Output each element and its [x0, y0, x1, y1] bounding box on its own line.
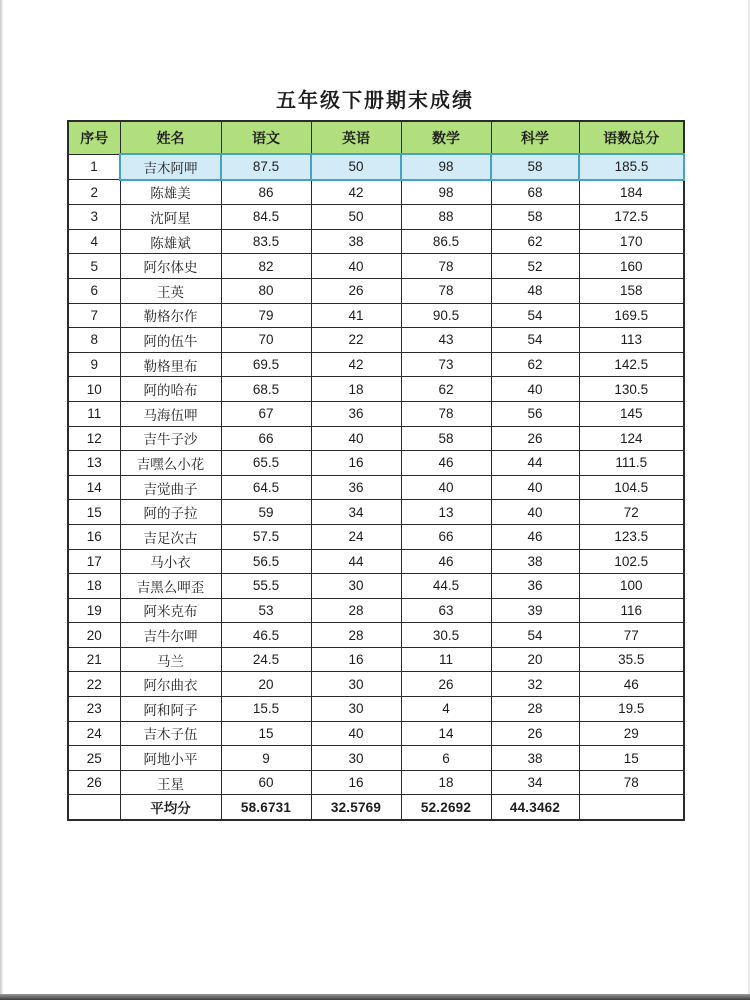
table-cell: 26: [311, 278, 401, 303]
average-cell: [68, 795, 120, 821]
table-cell: 15: [68, 500, 120, 525]
table-row-9: [68, 352, 684, 377]
table-cell: 26: [491, 721, 579, 746]
table-cell: 吉嘿么小花: [120, 451, 221, 476]
table-cell: 21: [68, 647, 120, 672]
table-cell: 23: [68, 697, 120, 722]
table-cell: 勒格里布: [120, 352, 221, 377]
table-cell: 25: [68, 746, 120, 771]
table-cell: 62: [491, 352, 579, 377]
table-cell: 88: [401, 205, 491, 230]
average-row-empty-cell: [579, 795, 684, 821]
table-cell: 56: [491, 401, 579, 426]
table-cell: 50: [311, 154, 401, 180]
table-cell: 4: [401, 697, 491, 722]
table-row-3: [68, 205, 684, 230]
table-cell: 102.5: [579, 549, 684, 574]
table-cell: 吉黑么呷歪: [120, 574, 221, 599]
table-cell: 68.5: [221, 377, 311, 402]
table-cell: 16: [311, 770, 401, 795]
table-cell: 46: [491, 524, 579, 549]
table-cell: 陈雄美: [120, 180, 221, 205]
table-cell: 29: [579, 721, 684, 746]
table-row-17: [68, 549, 684, 574]
header-row: [68, 121, 684, 154]
table-cell: 20: [68, 623, 120, 648]
table-cell: 28: [491, 697, 579, 722]
table-row-12: [68, 426, 684, 451]
table-cell: 39: [491, 598, 579, 623]
table-cell: 马海伍呷: [120, 401, 221, 426]
average-cell: 44.3462: [491, 795, 579, 821]
table-cell: 52: [491, 254, 579, 279]
table-cell: 16: [311, 647, 401, 672]
table-cell: 14: [68, 475, 120, 500]
table-row-16: [68, 524, 684, 549]
table-cell: 15.5: [221, 697, 311, 722]
table-cell: 11: [401, 647, 491, 672]
table-cell: 吉牛尔呷: [120, 623, 221, 648]
table-cell: 41: [311, 303, 401, 328]
table-cell: 78: [401, 401, 491, 426]
page-title: 五年级下册期末成绩: [276, 90, 474, 112]
table-cell: 42: [311, 352, 401, 377]
table-cell: 142.5: [579, 352, 684, 377]
average-cell: 58.6731: [221, 795, 311, 821]
column-header-4: 数学: [401, 121, 491, 154]
table-cell: 54: [491, 623, 579, 648]
table-cell: 马小衣: [120, 549, 221, 574]
table-cell: 阿地小平: [120, 746, 221, 771]
table-cell: 40: [311, 721, 401, 746]
table-cell: 18: [401, 770, 491, 795]
table-cell: 111.5: [579, 451, 684, 476]
table-cell: 30.5: [401, 623, 491, 648]
table-cell: 32: [491, 672, 579, 697]
table-cell: 83.5: [221, 229, 311, 254]
table-row-26: [68, 770, 684, 795]
table-cell: 10: [68, 377, 120, 402]
table-row-14: [68, 475, 684, 500]
table-cell: 吉木子伍: [120, 721, 221, 746]
table-cell: 46: [401, 451, 491, 476]
table-cell: 陈雄斌: [120, 229, 221, 254]
table-row-20: [68, 623, 684, 648]
table-cell: 169.5: [579, 303, 684, 328]
table-cell: 13: [401, 500, 491, 525]
table-cell: 30: [311, 574, 401, 599]
table-row-11: [68, 401, 684, 426]
table-cell: 7: [68, 303, 120, 328]
table-cell: 28: [311, 623, 401, 648]
table-cell: 35.5: [579, 647, 684, 672]
column-header-2: 语文: [221, 121, 311, 154]
table-row-25: [68, 746, 684, 771]
table-cell: 66: [401, 524, 491, 549]
table-row-24: [68, 721, 684, 746]
table-body: [68, 154, 684, 820]
table-cell: 阿尔曲衣: [120, 672, 221, 697]
table-cell: 3: [68, 205, 120, 230]
table-row-1: [68, 154, 684, 180]
table-cell: 34: [491, 770, 579, 795]
table-cell: 38: [491, 746, 579, 771]
table-cell: 68: [491, 180, 579, 205]
table-cell: 78: [401, 254, 491, 279]
table-cell: 吉足次古: [120, 524, 221, 549]
table-cell: 2: [68, 180, 120, 205]
table-cell: 阿米克布: [120, 598, 221, 623]
table-cell: 沈阿星: [120, 205, 221, 230]
table-cell: 26: [491, 426, 579, 451]
table-cell: 26: [401, 672, 491, 697]
table-cell: 吉牛子沙: [120, 426, 221, 451]
column-header-5: 科学: [491, 121, 579, 154]
table-cell: 84.5: [221, 205, 311, 230]
table-cell: 30: [311, 746, 401, 771]
table-cell: 46: [401, 549, 491, 574]
table-cell: 44: [311, 549, 401, 574]
column-header-0: 序号: [68, 121, 120, 154]
table-cell: 6: [401, 746, 491, 771]
table-cell: 58: [491, 205, 579, 230]
table-cell: 24: [68, 721, 120, 746]
table-cell: 阿的伍牛: [120, 328, 221, 353]
table-cell: 50: [311, 205, 401, 230]
table-cell: 15: [221, 721, 311, 746]
table-cell: 勒格尔作: [120, 303, 221, 328]
table-cell: 44: [491, 451, 579, 476]
table-cell: 160: [579, 254, 684, 279]
table-cell: 78: [579, 770, 684, 795]
table-cell: 34: [311, 500, 401, 525]
table-cell: 55.5: [221, 574, 311, 599]
table-cell: 马兰: [120, 647, 221, 672]
photo-edge-bottom: [0, 994, 750, 1000]
table-cell: 48: [491, 278, 579, 303]
table-row-18: [68, 574, 684, 599]
table-cell: 42: [311, 180, 401, 205]
average-cell: 52.2692: [401, 795, 491, 821]
table-cell: 24.5: [221, 647, 311, 672]
table-cell: 16: [68, 524, 120, 549]
table-cell: 26: [68, 770, 120, 795]
table-cell: 28: [311, 598, 401, 623]
table-cell: 王星: [120, 770, 221, 795]
table-cell: 62: [491, 229, 579, 254]
table-cell: 86.5: [401, 229, 491, 254]
table-cell: 58: [401, 426, 491, 451]
table-cell: 184: [579, 180, 684, 205]
table-cell: 18: [311, 377, 401, 402]
table-cell: 170: [579, 229, 684, 254]
photo-edge-left: [0, 0, 3, 1000]
table-cell: 59: [221, 500, 311, 525]
table-cell: 54: [491, 303, 579, 328]
table-row-10: [68, 377, 684, 402]
table-cell: 113: [579, 328, 684, 353]
grade-table: [67, 120, 685, 821]
table-cell: 79: [221, 303, 311, 328]
table-cell: 43: [401, 328, 491, 353]
table-row-7: [68, 303, 684, 328]
table-cell: 吉木阿呷: [120, 154, 221, 180]
table-cell: 185.5: [579, 154, 684, 180]
table-cell: 40: [311, 426, 401, 451]
column-header-6: 语数总分: [579, 121, 684, 154]
table-cell: 98: [401, 154, 491, 180]
table-cell: 40: [491, 500, 579, 525]
average-row: [68, 795, 684, 821]
table-cell: 82: [221, 254, 311, 279]
table-cell: 20: [491, 647, 579, 672]
table-cell: 90.5: [401, 303, 491, 328]
table-cell: 5: [68, 254, 120, 279]
table-cell: 14: [401, 721, 491, 746]
table-cell: 54: [491, 328, 579, 353]
table-cell: 57.5: [221, 524, 311, 549]
table-row-2: [68, 180, 684, 205]
average-row-label: 平均分: [120, 795, 221, 821]
table-cell: 87.5: [221, 154, 311, 180]
table-cell: 吉觉曲子: [120, 475, 221, 500]
table-cell: 8: [68, 328, 120, 353]
table-cell: 19: [68, 598, 120, 623]
table-cell: 116: [579, 598, 684, 623]
table-cell: 58: [491, 154, 579, 180]
table-cell: 22: [311, 328, 401, 353]
table-cell: 阿的子拉: [120, 500, 221, 525]
table-cell: 19.5: [579, 697, 684, 722]
table-cell: 40: [491, 377, 579, 402]
table-cell: 69.5: [221, 352, 311, 377]
table-cell: 36: [491, 574, 579, 599]
table-cell: 77: [579, 623, 684, 648]
table-cell: 67: [221, 401, 311, 426]
table-row-5: [68, 254, 684, 279]
table-cell: 63: [401, 598, 491, 623]
table-cell: 1: [68, 154, 120, 180]
table-cell: 38: [491, 549, 579, 574]
table-row-19: [68, 598, 684, 623]
table-cell: 4: [68, 229, 120, 254]
average-cell: 32.5769: [311, 795, 401, 821]
table-cell: 38: [311, 229, 401, 254]
table-cell: 6: [68, 278, 120, 303]
table-cell: 9: [221, 746, 311, 771]
table-cell: 98: [401, 180, 491, 205]
table-cell: 172.5: [579, 205, 684, 230]
table-row-6: [68, 278, 684, 303]
table-row-13: [68, 451, 684, 476]
table-cell: 86: [221, 180, 311, 205]
table-cell: 30: [311, 672, 401, 697]
table-cell: 9: [68, 352, 120, 377]
table-cell: 30: [311, 697, 401, 722]
table-cell: 46.5: [221, 623, 311, 648]
table-cell: 56.5: [221, 549, 311, 574]
table-cell: 阿和阿子: [120, 697, 221, 722]
table-cell: 72: [579, 500, 684, 525]
table-cell: 24: [311, 524, 401, 549]
table-cell: 65.5: [221, 451, 311, 476]
table-cell: 64.5: [221, 475, 311, 500]
table-row-23: [68, 697, 684, 722]
table-cell: 46: [579, 672, 684, 697]
table-cell: 王英: [120, 278, 221, 303]
table-cell: 62: [401, 377, 491, 402]
table-cell: 100: [579, 574, 684, 599]
table-cell: 40: [401, 475, 491, 500]
table-cell: 73: [401, 352, 491, 377]
table-cell: 70: [221, 328, 311, 353]
table-cell: 158: [579, 278, 684, 303]
table-cell: 44.5: [401, 574, 491, 599]
table-cell: 17: [68, 549, 120, 574]
table-row-8: [68, 328, 684, 353]
table-cell: 124: [579, 426, 684, 451]
table-cell: 18: [68, 574, 120, 599]
table-cell: 66: [221, 426, 311, 451]
table-cell: 78: [401, 278, 491, 303]
table-row-4: [68, 229, 684, 254]
column-header-3: 英语: [311, 121, 401, 154]
table-cell: 36: [311, 475, 401, 500]
table-cell: 16: [311, 451, 401, 476]
table-cell: 11: [68, 401, 120, 426]
table-cell: 阿的哈布: [120, 377, 221, 402]
table-cell: 20: [221, 672, 311, 697]
table-cell: 12: [68, 426, 120, 451]
table-row-15: [68, 500, 684, 525]
table-cell: 80: [221, 278, 311, 303]
table-row-21: [68, 647, 684, 672]
table-cell: 13: [68, 451, 120, 476]
table-row-22: [68, 672, 684, 697]
table-cell: 53: [221, 598, 311, 623]
table-cell: 22: [68, 672, 120, 697]
table-cell: 123.5: [579, 524, 684, 549]
table-cell: 130.5: [579, 377, 684, 402]
table-cell: 145: [579, 401, 684, 426]
column-header-1: 姓名: [120, 121, 221, 154]
table-cell: 15: [579, 746, 684, 771]
table-cell: 阿尔体史: [120, 254, 221, 279]
table-cell: 104.5: [579, 475, 684, 500]
table-cell: 40: [311, 254, 401, 279]
table-cell: 60: [221, 770, 311, 795]
table-cell: 40: [491, 475, 579, 500]
table-cell: 36: [311, 401, 401, 426]
